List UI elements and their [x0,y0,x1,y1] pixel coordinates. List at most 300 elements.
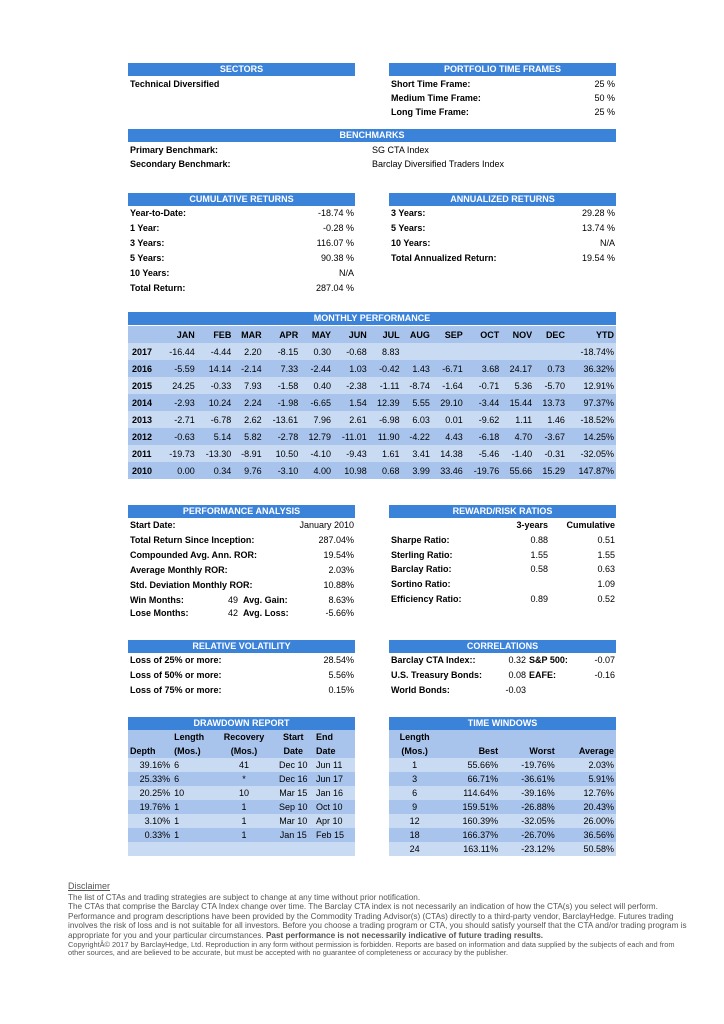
drawdown-cell: 1 [216,814,273,828]
monthly-value-cell: -5.46 [465,445,502,462]
drawdown-cell: 1 [172,800,215,814]
drawdown-empty-row [128,842,355,856]
world-bonds-label: World Bonds: [391,685,450,695]
monthly-value-cell: 0.40 [300,377,333,394]
total-return-inception-label: Total Return Since Inception: [130,535,255,545]
time-windows-cell: -19.76% [500,758,557,772]
monthly-header-cell: JAN [160,326,197,343]
monthly-value-cell: -2.44 [300,360,333,377]
reward-risk-col-3years: 3-years [516,520,548,530]
monthly-value-cell: -6.71 [432,360,465,377]
time-windows-header-cell [557,730,616,744]
drawdown-cell: * [216,772,273,786]
monthly-value-cell: 36.32% [567,360,616,377]
reward-risk-cum-value: 0.52 [597,593,615,604]
monthly-value-cell: 5.55 [402,394,432,411]
drawdown-cell: Dec 10 [272,758,314,772]
cumulative-value: -18.74 % [317,208,354,218]
win-months-value: 49 [227,595,238,605]
cumulative-returns-header: CUMULATIVE RETURNS [128,193,355,206]
volatility-label: Loss of 50% or more: [130,670,222,680]
monthly-value-cell: -19.73 [160,445,197,462]
annualized-label: 3 Years: [391,208,426,218]
monthly-row [128,343,616,360]
time-windows-cell: 55.66% [440,758,500,772]
monthly-value-cell: 2.20 [233,343,263,360]
time-windows-cell: -26.70% [500,828,557,842]
drawdown-cell: 25.33% [128,772,172,786]
monthly-value-cell: -2.93 [160,394,197,411]
monthly-value-cell: 10.98 [333,462,369,479]
monthly-value-cell: 55.66 [501,462,534,479]
barclay-cta-label: Barclay CTA Index:: [391,655,476,665]
monthly-header-cell: FEB [197,326,234,343]
drawdown-cell: Mar 15 [272,786,314,800]
time-windows-cell: 163.11% [440,842,500,856]
drawdown-header-row [128,730,355,744]
drawdown-header-cell: Recovery [216,730,273,744]
time-windows-cell: 18 [389,828,440,842]
time-windows-cell: 159.51% [440,800,500,814]
cumulative-value: 116.07 % [316,238,354,248]
time-windows-table [389,730,616,856]
secondary-benchmark-label: Secondary Benchmark: [130,159,231,169]
drawdown-cell: 41 [216,758,273,772]
drawdown-header-cell: (Mos.) [216,744,273,758]
lose-months-label: Lose Months: [130,608,189,618]
monthly-value-cell: -11.01 [333,428,369,445]
drawdown-cell: Jun 11 [314,758,355,772]
drawdown-cell: Jan 16 [314,786,355,800]
monthly-value-cell: 14.38 [432,445,465,462]
short-time-frame-value: 25 % [594,79,615,89]
monthly-value-cell: -1.11 [369,377,402,394]
disclaimer [68,882,688,957]
drawdown-empty-cell [272,842,314,856]
reward-risk-3y-value: 0.88 [530,535,548,545]
cumulative-label: 3 Years: [130,238,165,248]
time-windows-cell: 2.03% [557,758,616,772]
annualized-value: 19.54 % [581,253,615,263]
time-windows-cell: 12 [389,814,440,828]
drawdown-header-cell: Date [314,744,355,758]
time-windows-row [389,758,616,772]
monthly-value-cell: 3.41 [402,445,432,462]
drawdown-cell: 20.25% [128,786,172,800]
volatility-value: 0.15% [328,685,354,695]
monthly-value-cell: 13.73 [534,394,567,411]
time-windows-cell: 20.43% [557,800,616,814]
eafe-label: EAFE: [529,670,556,680]
time-windows-cell: 1 [389,758,440,772]
monthly-value-cell: 97.37% [567,394,616,411]
monthly-value-cell: -2.14 [233,360,263,377]
monthly-value-cell: 10.24 [197,394,234,411]
monthly-value-cell: 1.61 [369,445,402,462]
monthly-value-cell: 1.43 [402,360,432,377]
sp500-value: -0.07 [594,655,615,665]
volatility-label: Loss of 75% or more: [130,685,222,695]
drawdown-empty-cell [216,842,273,856]
monthly-year-cell: 2011 [128,445,160,462]
volatility-label: Loss of 25% or more: [130,655,222,665]
drawdown-row [128,786,355,800]
time-windows-header-cell: Best [440,744,500,758]
monthly-value-cell: 8.83 [369,343,402,360]
monthly-value-cell: -32.05% [567,445,616,462]
time-windows-cell: 9 [389,800,440,814]
monthly-row [128,377,616,394]
monthly-header-cell: SEP [432,326,465,343]
benchmarks-header: BENCHMARKS [128,129,616,142]
monthly-value-cell: -0.42 [369,360,402,377]
monthly-value-cell [402,343,432,360]
monthly-value-cell: -4.10 [300,445,333,462]
monthly-value-cell: -1.98 [264,394,301,411]
time-windows-row [389,786,616,800]
monthly-value-cell: 11.90 [369,428,402,445]
annualized-label: 5 Years: [391,223,426,233]
monthly-header-cell: JUL [369,326,402,343]
monthly-header-cell: YTD [567,326,616,343]
reward-risk-3y-value [500,577,548,591]
compounded-ror-label: Compounded Avg. Ann. ROR: [130,550,257,560]
monthly-header-cell [128,326,160,343]
sp500-label: S&P 500: [529,655,568,665]
monthly-value-cell: 0.00 [160,462,197,479]
disclaimer-title: Disclaimer [68,881,111,891]
lose-months-value: 42 [227,608,238,618]
drawdown-cell: Jan 15 [272,828,314,842]
time-windows-row [389,828,616,842]
treasury-bonds-value: 0.08 [508,670,526,680]
monthly-value-cell: -1.40 [501,445,534,462]
monthly-value-cell: -0.71 [465,377,502,394]
relative-volatility-header: RELATIVE VOLATILITY [128,640,355,653]
monthly-value-cell [432,343,465,360]
drawdown-cell: 6 [172,758,215,772]
monthly-header-cell: APR [264,326,301,343]
annualized-value: 13.74 % [581,223,615,233]
monthly-value-cell: -2.71 [160,411,197,428]
disclaimer-p3-bold: Past performance is not necessarily indicative of future trading results. [265,930,544,940]
monthly-value-cell: 7.93 [233,377,263,394]
monthly-value-cell: -6.65 [300,394,333,411]
reward-risk-label: Sharpe Ratio: [391,535,450,545]
time-windows-row [389,800,616,814]
monthly-value-cell: -0.68 [333,343,369,360]
time-windows-cell: 3 [389,772,440,786]
monthly-value-cell: -18.52% [567,411,616,428]
avg-gain-label: Avg. Gain: [243,595,288,605]
monthly-value-cell: 12.79 [300,428,333,445]
monthly-value-cell: -0.33 [197,377,234,394]
time-windows-cell: 24 [389,842,440,856]
std-deviation-value: 10.88% [323,580,354,590]
sectors-header: SECTORS [128,63,355,76]
time-windows-header-cell [500,730,557,744]
time-windows-header-cell: Average [557,744,616,758]
drawdown-cell: Mar 10 [272,814,314,828]
drawdown-row [128,828,355,842]
drawdown-header-row [128,744,355,758]
time-windows-cell: 166.37% [440,828,500,842]
sectors-value: Technical Diversified [130,79,220,89]
cumulative-label: 5 Years: [130,253,165,263]
monthly-value-cell: 33.46 [432,462,465,479]
monthly-value-cell: -0.31 [534,445,567,462]
drawdown-header-cell: (Mos.) [172,744,215,758]
monthly-value-cell: 6.03 [402,411,432,428]
cumulative-value: -0.28 % [322,223,354,233]
drawdown-row [128,800,355,814]
time-windows-header: TIME WINDOWS [389,717,616,730]
time-windows-cell: 12.76% [557,786,616,800]
monthly-value-cell: -3.67 [534,428,567,445]
time-windows-cell: 114.64% [440,786,500,800]
compounded-ror-value: 19.54% [323,550,354,560]
time-windows-row [389,814,616,828]
annualized-value: 29.28 % [581,208,615,218]
reward-risk-header: REWARD/RISK RATIOS [389,505,616,518]
monthly-value-cell: 12.91% [567,377,616,394]
monthly-header-cell: MAY [300,326,333,343]
monthly-value-cell: 0.30 [300,343,333,360]
monthly-value-cell: 2.24 [233,394,263,411]
monthly-value-cell: 0.34 [197,462,234,479]
disclaimer-p1: The list of CTAs and trading strategies are subject to change at any time without prior notification. [68,892,421,902]
monthly-value-cell: -13.61 [264,411,301,428]
drawdown-header-cell: Date [272,744,314,758]
monthly-header-cell: OCT [465,326,502,343]
short-time-frame-label: Short Time Frame: [391,79,471,89]
monthly-year-cell: 2017 [128,343,160,360]
reward-risk-label: Sortino Ratio: [391,579,451,590]
time-windows-cell: 26.00% [557,814,616,828]
monthly-value-cell: 15.29 [534,462,567,479]
monthly-value-cell: -5.59 [160,360,197,377]
barclay-cta-value: 0.32 [508,655,526,665]
world-bonds-value: -0.03 [505,685,526,695]
monthly-value-cell: -18.74% [567,343,616,360]
monthly-value-cell: 5.82 [233,428,263,445]
monthly-year-cell: 2014 [128,394,160,411]
drawdown-cell: Jun 17 [314,772,355,786]
win-months-label: Win Months: [130,595,184,605]
annualized-label: 10 Years: [391,238,431,248]
drawdown-header-cell: End [314,730,355,744]
avg-loss-value: -5.66% [325,608,354,618]
monthly-row [128,462,616,479]
monthly-value-cell: -6.98 [369,411,402,428]
monthly-value-cell: 5.14 [197,428,234,445]
monthly-value-cell: -6.78 [197,411,234,428]
average-monthly-ror-value: 2.03% [328,565,354,575]
correlations-header: CORRELATIONS [389,640,616,653]
monthly-value-cell: -16.44 [160,343,197,360]
disclaimer-p2: The CTAs that comprise the Barclay CTA Index change over time. The Barclay CTA index is not necessarily an indication of how the CTA(s) you select will perform. [68,902,658,912]
drawdown-cell: 0.33% [128,828,172,842]
cumulative-label: 10 Years: [130,268,170,278]
volatility-value: 28.54% [323,655,354,665]
drawdown-header-cell: Start [272,730,314,744]
monthly-value-cell: 10.50 [264,445,301,462]
monthly-value-cell: 2.61 [333,411,369,428]
monthly-value-cell: -8.91 [233,445,263,462]
average-monthly-ror-label: Average Monthly ROR: [130,565,228,575]
reward-risk-col-cumulative: Cumulative [566,520,615,530]
monthly-performance-header: MONTHLY PERFORMANCE [128,312,616,325]
drawdown-row [128,772,355,786]
monthly-value-cell: -3.44 [465,394,502,411]
monthly-value-cell: 4.70 [501,428,534,445]
medium-time-frame-value: 50 % [594,93,615,103]
start-date-label: Start Date: [130,520,176,530]
monthly-value-cell: 24.25 [160,377,197,394]
monthly-performance-table [128,326,616,479]
monthly-value-cell: -2.38 [333,377,369,394]
monthly-row [128,428,616,445]
time-windows-cell: 66.71% [440,772,500,786]
time-windows-header-cell: Worst [500,744,557,758]
monthly-row [128,394,616,411]
drawdown-empty-cell [172,842,215,856]
disclaimer-p3-text: Performance and program descriptions have been provided by the Commodity Trading Advisor(s) (CTAs) directly to a third-party vendor, BarclayHedge. Futures trading involves the risk of loss and is not suitable for all investors. Before you choose a trading program or CTA, you should satisfy yourself that the CTA and/or trading program is appropriate for you and your particular circumstances. [68,911,687,940]
monthly-year-cell: 2013 [128,411,160,428]
monthly-value-cell: 14.14 [197,360,234,377]
reward-risk-label: Sterling Ratio: [391,549,453,560]
drawdown-cell: 10 [216,786,273,800]
time-windows-cell: 160.39% [440,814,500,828]
drawdown-cell: Apr 10 [314,814,355,828]
disclaimer-p3 [68,912,688,941]
cumulative-label: Total Return: [130,283,186,293]
drawdown-row [128,814,355,828]
reward-risk-3y-value: 0.58 [530,564,548,575]
monthly-value-cell: 1.11 [501,411,534,428]
drawdown-cell: 6 [172,772,215,786]
monthly-value-cell: 14.25% [567,428,616,445]
monthly-row [128,411,616,428]
time-windows-cell: 50.58% [557,842,616,856]
reward-risk-label: Efficiency Ratio: [391,593,462,604]
time-windows-cell: -26.88% [500,800,557,814]
drawdown-cell: 10 [172,786,215,800]
time-windows-cell: 36.56% [557,828,616,842]
monthly-value-cell: -9.43 [333,445,369,462]
reward-risk-label: Barclay Ratio: [391,564,452,575]
drawdown-cell: 3.10% [128,814,172,828]
monthly-header-cell: NOV [501,326,534,343]
drawdown-cell: Dec 16 [272,772,314,786]
start-date-value: January 2010 [299,520,354,530]
annualized-label: Total Annualized Return: [391,253,497,263]
monthly-value-cell: -2.78 [264,428,301,445]
monthly-year-cell: 2012 [128,428,160,445]
time-windows-header-cell: Length [389,730,440,744]
monthly-value-cell [465,343,502,360]
reward-risk-cum-value: 1.55 [597,549,615,560]
total-return-inception-value: 287.04% [318,535,354,545]
monthly-value-cell: -0.63 [160,428,197,445]
monthly-value-cell: -1.64 [432,377,465,394]
treasury-bonds-label: U.S. Treasury Bonds: [391,670,483,680]
monthly-value-cell: -9.62 [465,411,502,428]
reward-risk-3y-value: 0.89 [530,593,548,604]
reward-risk-cum-value: 0.63 [597,564,615,575]
monthly-value-cell: -6.18 [465,428,502,445]
time-windows-cell: 5.91% [557,772,616,786]
monthly-header-cell: AUG [402,326,432,343]
drawdown-row [128,758,355,772]
monthly-year-cell: 2016 [128,360,160,377]
cumulative-label: 1 Year: [130,223,160,233]
drawdown-header-cell [128,730,172,744]
disclaimer-copyright: CopyrightÂ© 2017 by BarclayHedge, Ltd. Reproduction in any form without permission is forbidden. Reports are based on information and data supplied by the subjects of each and from other sources, and are believed to be accurate, but must be accepted with no guarantee of completeness or accuracy by the publisher. [68,939,675,957]
monthly-value-cell: -8.74 [402,377,432,394]
medium-time-frame-label: Medium Time Frame: [391,93,481,103]
monthly-value-cell: 3.99 [402,462,432,479]
avg-gain-value: 8.63% [328,595,354,605]
monthly-header-cell: MAR [233,326,263,343]
monthly-value-cell: 5.36 [501,377,534,394]
long-time-frame-value: 25 % [594,107,615,117]
avg-loss-label: Avg. Loss: [243,608,289,618]
drawdown-cell: Oct 10 [314,800,355,814]
monthly-value-cell: 1.03 [333,360,369,377]
monthly-value-cell: 0.01 [432,411,465,428]
monthly-value-cell: 1.54 [333,394,369,411]
cumulative-value: 90.38 % [320,253,354,263]
time-windows-cell: -32.05% [500,814,557,828]
time-windows-cell: -23.12% [500,842,557,856]
long-time-frame-label: Long Time Frame: [391,107,469,117]
drawdown-empty-cell [128,842,172,856]
monthly-value-cell: -13.30 [197,445,234,462]
monthly-row [128,360,616,377]
volatility-value: 5.56% [328,670,354,680]
drawdown-header: DRAWDOWN REPORT [128,717,355,730]
drawdown-cell: Feb 15 [314,828,355,842]
monthly-value-cell: -5.70 [534,377,567,394]
drawdown-cell: Sep 10 [272,800,314,814]
monthly-value-cell [501,343,534,360]
monthly-value-cell: -19.76 [465,462,502,479]
time-windows-header-cell [440,730,500,744]
drawdown-cell: 39.16% [128,758,172,772]
primary-benchmark-value: SG CTA Index [372,145,429,155]
annualized-value: N/A [599,238,615,248]
primary-benchmark-label: Primary Benchmark: [130,145,219,155]
monthly-value-cell: 147.87% [567,462,616,479]
monthly-value-cell: 7.96 [300,411,333,428]
drawdown-empty-cell [314,842,355,856]
monthly-value-cell: 29.10 [432,394,465,411]
monthly-value-cell: 12.39 [369,394,402,411]
monthly-value-cell: -3.10 [264,462,301,479]
monthly-value-cell [534,343,567,360]
drawdown-cell: 1 [172,814,215,828]
monthly-header-row [128,326,616,343]
monthly-value-cell: 4.43 [432,428,465,445]
time-windows-cell: -39.16% [500,786,557,800]
monthly-value-cell: 0.68 [369,462,402,479]
reward-risk-3y-value: 1.55 [530,549,548,560]
drawdown-table [128,730,355,856]
monthly-year-cell: 2015 [128,377,160,394]
monthly-value-cell: 9.76 [233,462,263,479]
reward-risk-cum-value: 0.51 [597,535,615,545]
